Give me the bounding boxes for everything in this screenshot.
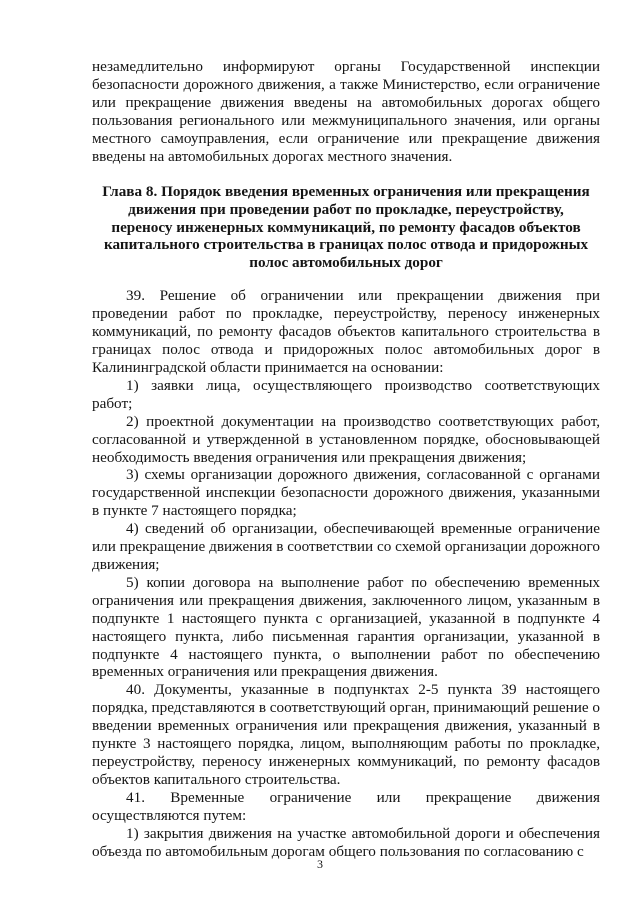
intro-paragraph: незамедлительно информируют органы Государственной инспекции безопасности дорожного движения, а также Министерство, если ограничение или прекращение движения введены на автомобильных дорогах общего пользования регионального или межмуниципального значения, или органы местного самоуправления, если ограничение или прекращение движения введены на автомобильных дорогах местного значения. (92, 58, 600, 165)
paragraph-40: 40. Документы, указанные в подпунктах 2-5 пункта 39 настоящего порядка, представляются в соответствующий орган, принимающий решение о введении временных ограничения или прекращения движения, указанный в пункте 3 настоящего порядка, лицом, выполняющим работы по прокладке, переустройству, переносу инженерных коммуникаций, по ремонту фасадов объектов капитального строительства. (92, 681, 601, 788)
page-number: 3 (317, 857, 323, 871)
chapter-heading: Глава 8. Порядок введения временных ограничения или прекращения движения при проведении работ по прокладке, переустройству, переносу инженерных коммуникаций, по ремонту фасадов объектов капитального строительства в границах полос отвода и придорожных полос автомобильных дорог (102, 183, 590, 271)
subparagraph-39-4: 4) сведений об организации, обеспечивающей временные ограничение или прекращение движения в соответствии со схемой организации дорожного движения; (92, 520, 600, 573)
subparagraph-39-2: 2) проектной документации на производство соответствующих работ, согласованной и утвержденной в установленном порядке, обосновывающей необходимость введения ограничения или прекращения движения; (92, 412, 600, 466)
paragraph-39: 39. Решение об ограничении или прекращении движения при проведении работ по прокладке, переустройству, переносу инженерных коммуникаций, по ремонту фасадов объектов капитального строительства в границах полос отвода и придорожных полос автомобильных дорог в Калининградской области принимается на основании: (92, 287, 600, 377)
subparagraph-41-1: 1) закрытия движения на участке автомобильной дороги и обеспечения объезда по автомобильным дорогам общего пользования по согласованию с (92, 824, 600, 860)
document-page (92, 58, 600, 860)
paragraph-41: 41. Временные ограничение или прекращение движения осуществляются путем: (92, 788, 600, 824)
subparagraph-39-3: 3) схемы организации дорожного движения, согласованной с органами государственной инспекции безопасности дорожного движения, указанными в пункте 7 настоящего порядка; (92, 466, 600, 520)
subparagraph-39-5: 5) копии договора на выполнение работ по обеспечению временных ограничения или прекращения движения, заключенного лицом, указанным в подпункте 1 настоящего пункта с организацией, указанной в подпункте 4 настоящего пункта, либо письменная гарантия организации, указанной в подпункте 4 настоящего пункта, о выполнении работ по обеспечению временных ограничения или прекращения движения. (92, 573, 600, 681)
subparagraph-39-1: 1) заявки лица, осуществляющего производство соответствующих работ; (92, 376, 600, 412)
